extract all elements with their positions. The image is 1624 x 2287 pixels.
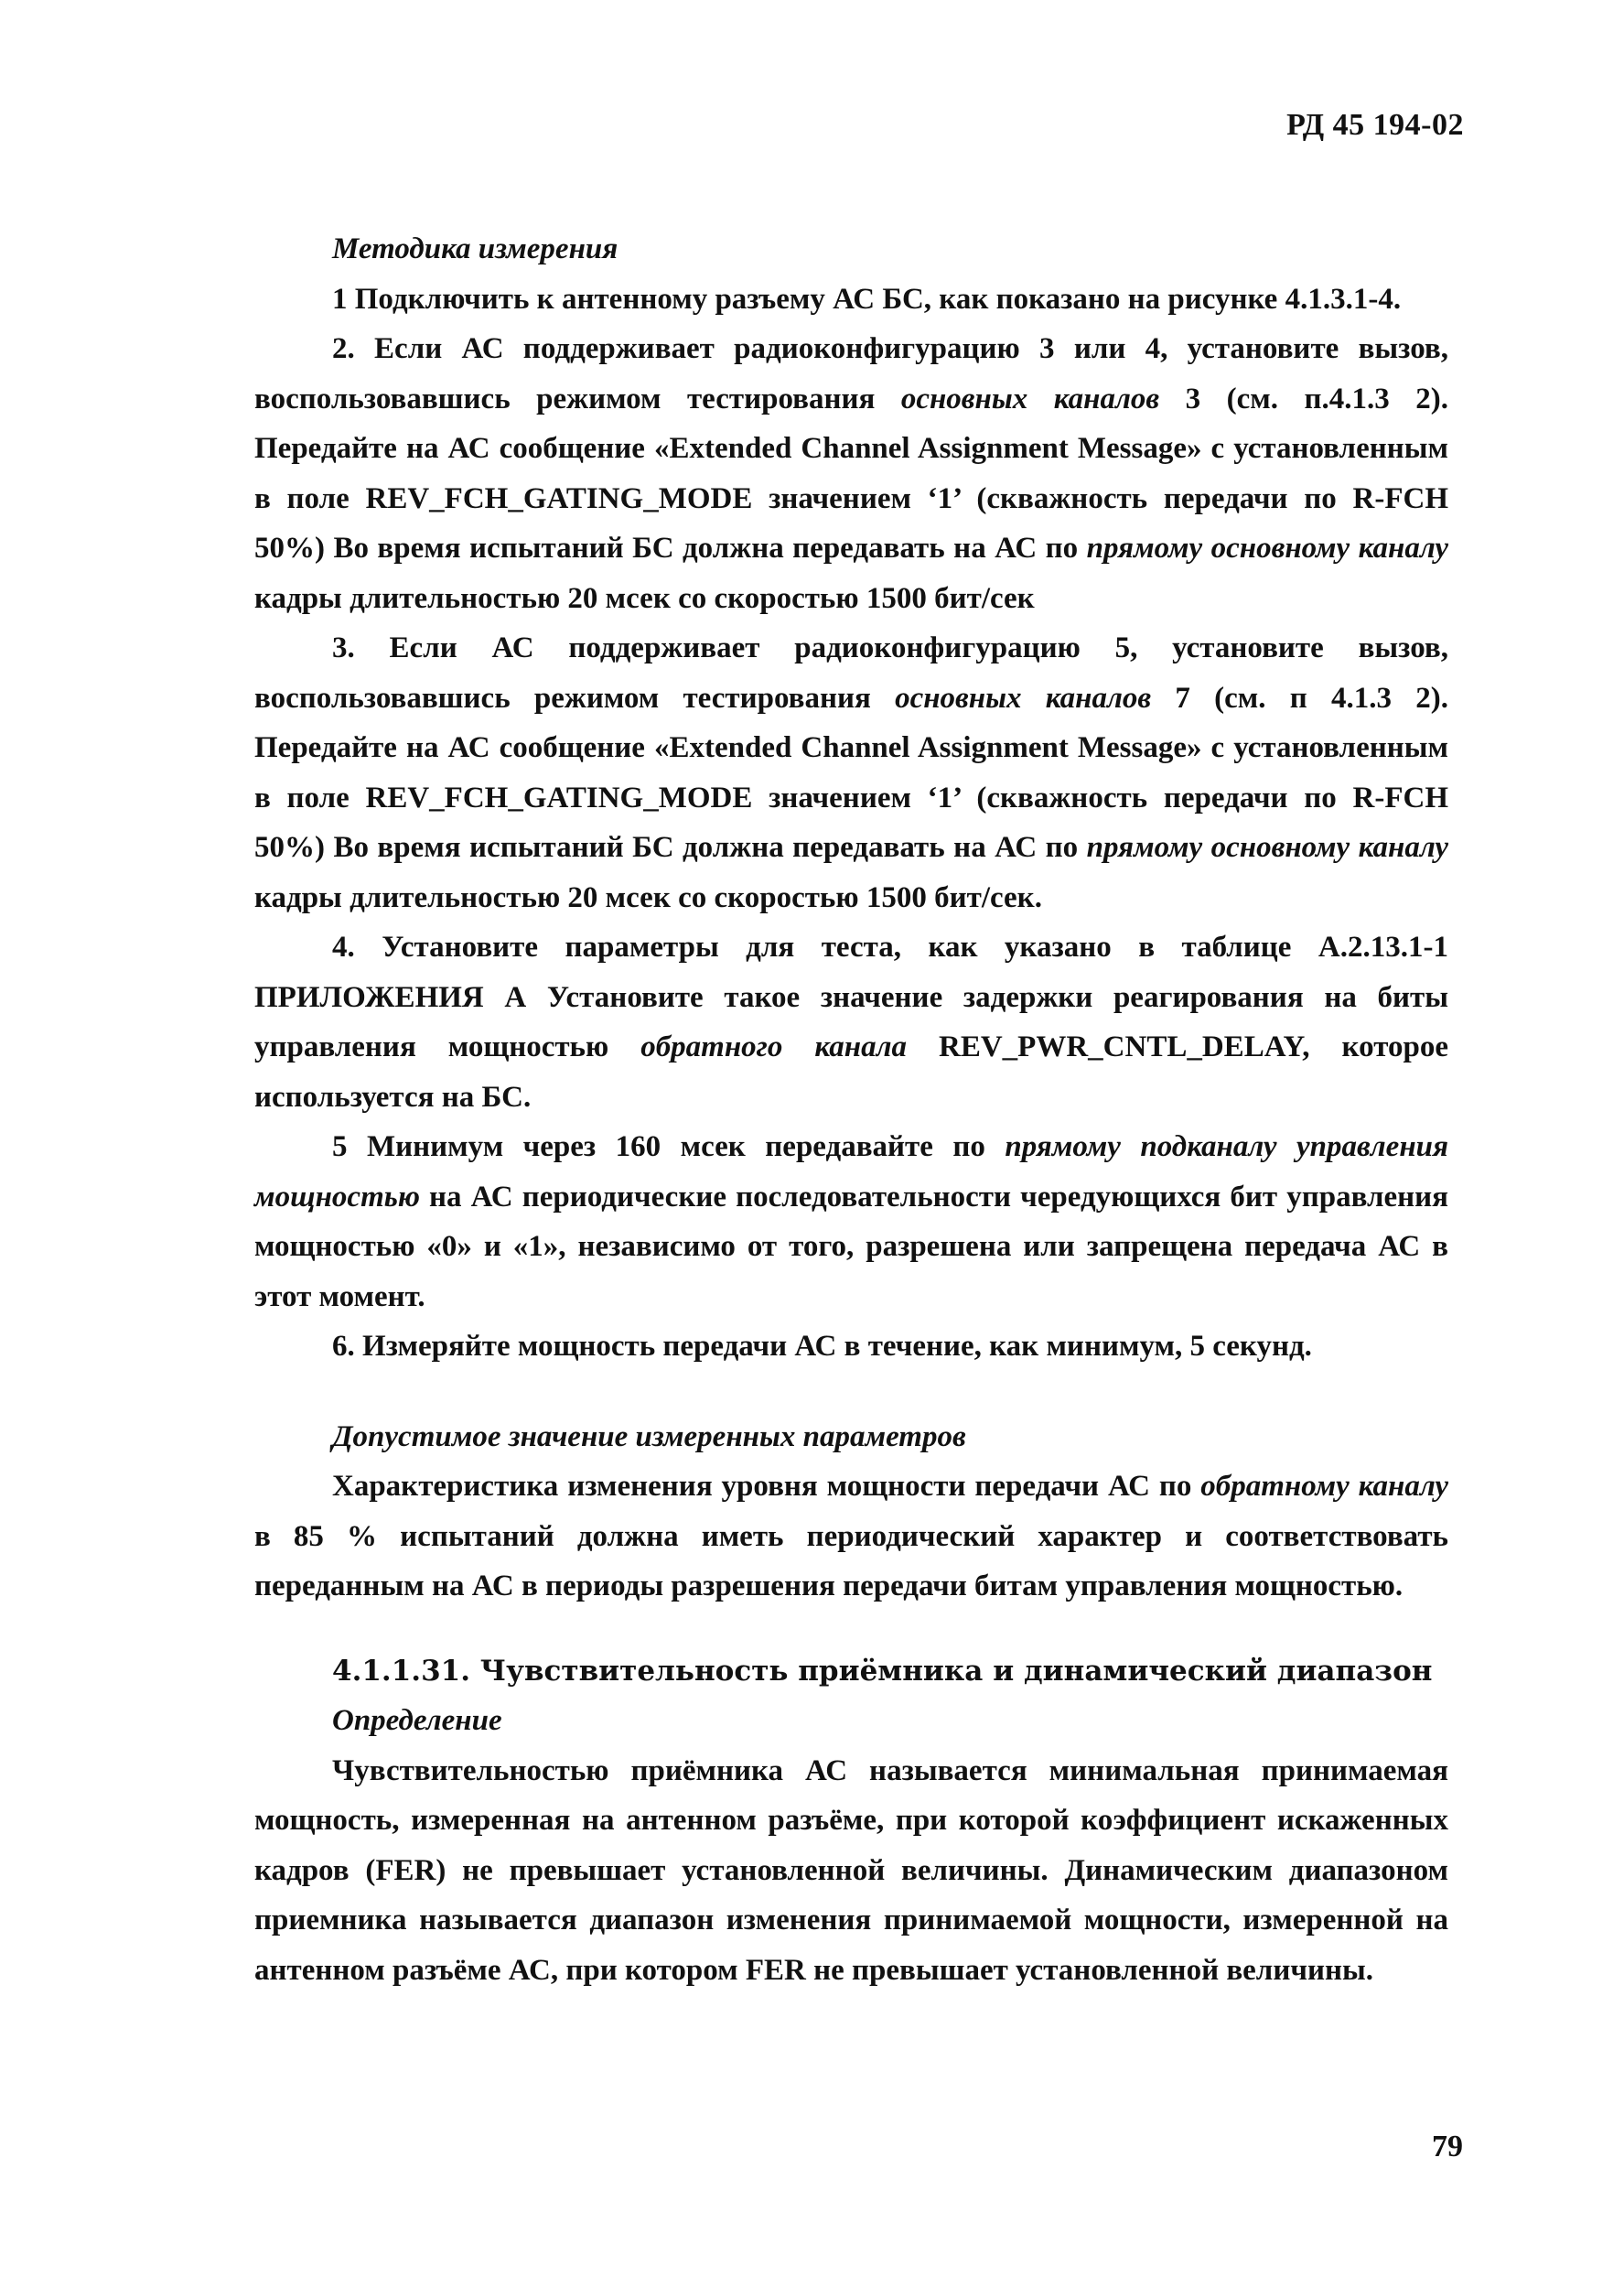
step-5-em-1: прямому подканалу управления мощностью (254, 1130, 1448, 1214)
step-3-text-b: 7 (см. п 4.1.3 2). Передайте на АС сообщение «Extended Channel Assignment Message» с установленным в поле REV_FCH_GATING_MODE значением ‘1’ (скважность передачи по R-FCH 50%) Во время испытаний БС должна передавать на АС по (254, 681, 1448, 864)
step-3-em-1: основных каналов (895, 681, 1152, 715)
step-5-text-b: на АС периодические последовательности чередующихся бит управления мощностью «0» и «1», независимо от того, разрешена или запрещена передача АС в этот момент. (254, 1180, 1448, 1313)
step-1: 1 Подключить к антенному разъему АС БС, как показано на рисунке 4.1.3.1-4. (332, 282, 1402, 316)
step-3-em-2: прямому основному каналу (1086, 831, 1448, 864)
step-2-em-1: основных каналов (900, 382, 1160, 415)
page-number: 79 (1432, 2130, 1463, 2163)
step-6: 6. Измеряйте мощность передачи АС в течение, как минимум, 5 секунд. (332, 1330, 1312, 1363)
acceptance-heading: Допустимое значение измеренных параметров (332, 1419, 966, 1453)
section-title: 4.1.1.31. Чувствительность приёмника и динамический диапазон (332, 1654, 1433, 1688)
step-3 (254, 623, 1448, 922)
step-5 (254, 1122, 1448, 1321)
method-heading: Методика измерения (332, 232, 618, 265)
step-3-text-c: кадры длительностью 20 мсек со скоростью 1500 бит/сек. (254, 880, 1042, 914)
acceptance-em-1: обратному каналу (1200, 1470, 1448, 1503)
acceptance-text-a: Характеристика изменения уровня мощности передачи АС по (332, 1470, 1201, 1503)
step-2-em-2: прямому основному каналу (1086, 532, 1448, 565)
step-4-text-a: 4. Установите параметры для теста, как указано в таблице А.2.13.1-1 ПРИЛОЖЕНИЯ А Установите такое значение задержки реагирования на биты управления мощностью (254, 931, 1448, 1063)
step-5-text-a: 5 Минимум через 160 мсек передавайте по (332, 1130, 1006, 1163)
step-2-text-b: 3 (см. п.4.1.3 2). Передайте на АС сообщение «Extended Channel Assignment Message» с установленным в поле REV_FCH_GATING_MODE значением ‘1’ (скважность передачи по R-FCH 50%) Во время испытаний БС должна передавать на АС по (254, 382, 1448, 565)
step-4-text-b: REV_PWR_CNTL_DELAY, которое используется на БС. (254, 1030, 1448, 1114)
step-3-text-a: 3. Если АС поддерживает радиоконфигурацию 5, установите вызов, воспользовавшись режимом тестирования (254, 631, 1448, 715)
step-4 (254, 922, 1448, 1122)
document-id: РД 45 194-02 (1286, 108, 1464, 142)
definition-heading: Определение (332, 1704, 502, 1737)
step-2-text-a: 2. Если АС поддерживает радиоконфигурацию 3 или 4, установите вызов, воспользовавшись режимом тестирования (254, 332, 1448, 415)
page-content (254, 224, 1448, 1995)
step-2-text-c: кадры длительностью 20 мсек со скоростью 1500 бит/сек (254, 581, 1035, 615)
acceptance-text-b: в 85 % испытаний должна иметь периодический характер и соответствовать переданным на АС в периоды разрешения передачи битам управления мощностью. (254, 1519, 1448, 1602)
step-4-em-1: обратного канала (640, 1030, 908, 1063)
step-2 (254, 324, 1448, 623)
definition-text: Чувствительностью приёмника АС называется минимальная принимаемая мощность, измеренная на антенном разъёме, при которой коэффициент искаженных кадров (FER) не превышает установленной величины. Динамическим диапазоном приемника называется диапазон изменения принимаемой мощности, измеренной на антенном разъёме АС, при котором FER не превышает установленной величины. (254, 1753, 1448, 1987)
acceptance-text (254, 1462, 1448, 1612)
